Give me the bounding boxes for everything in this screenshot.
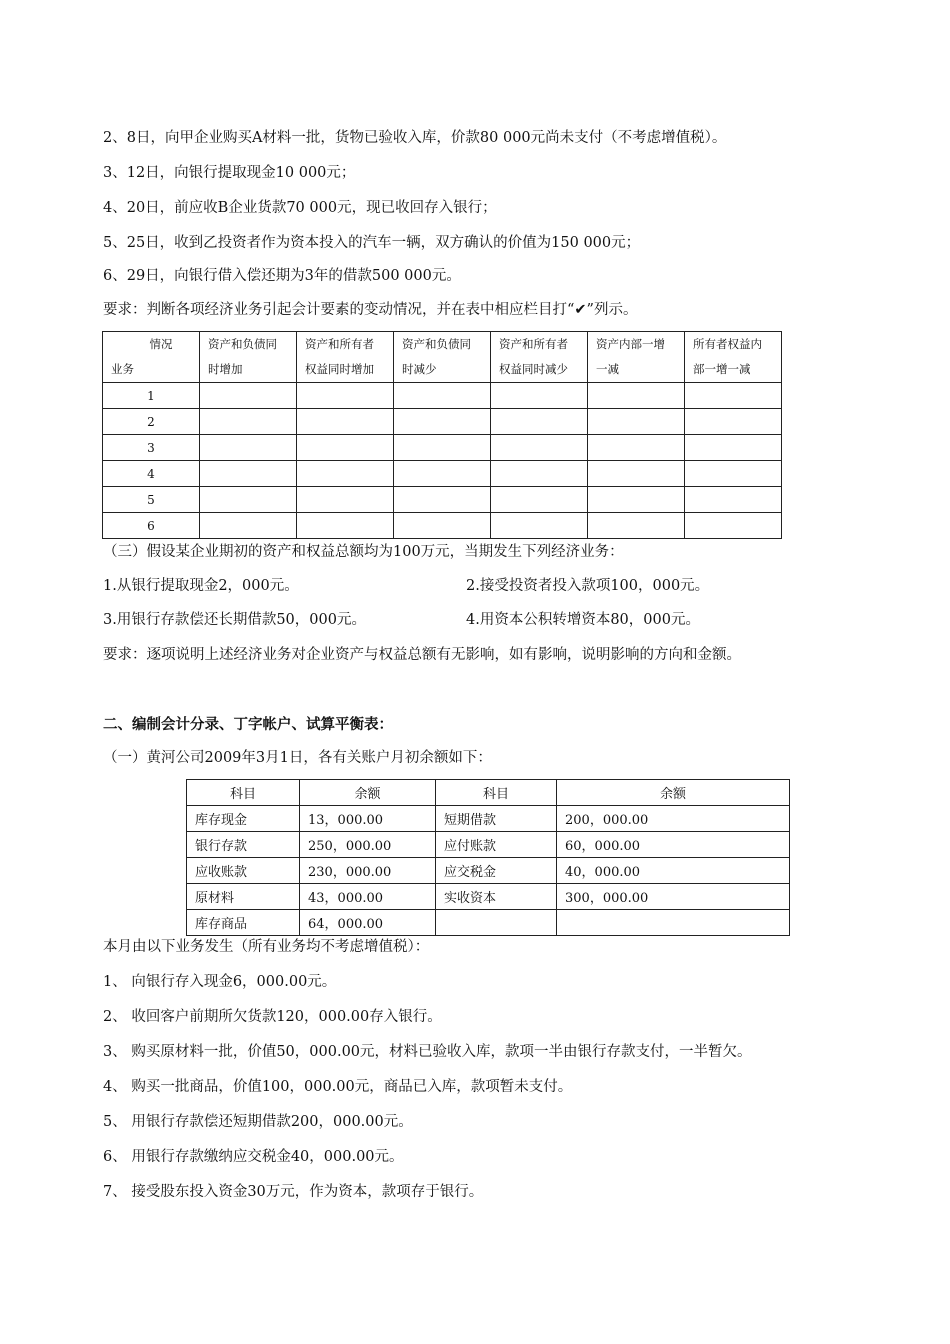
table-row: 5 [103,487,782,513]
opening-balance-table [186,779,790,936]
table-row: 4 [103,461,782,487]
part1-requirement: 要求：判断各项经济业务引起会计要素的变动情况，并在表中相应栏目打“✔”列示。 [103,302,638,318]
business-item-6: 6、29日，向银行借入偿还期为3年的借款500 000元。 [103,268,461,284]
column-header: 资产和所有者 权益同时减少 [491,332,588,383]
part3-item-2: 2.接受投资者投入款项100，000元。 [466,578,710,594]
section2-intro: （一）黄河公司2009年3月1日，各有关账户月初余额如下： [103,750,492,766]
table-row: 库存现金 13，000.00 短期借款 200，000.00 [187,806,790,832]
monthly-item: 5、 用银行存款偿还短期借款200，000.00元。 [103,1114,413,1130]
monthly-item: 4、 购买一批商品，价值100，000.00元，商品已入库，款项暂未支付。 [103,1079,573,1095]
section-heading: 二、编制会计分录、丁字帐户、试算平衡表： [103,716,393,733]
monthly-item: 3、 购买原材料一批，价值50，000.00元，材料已验收入库，款项一半由银行存款支付，一半暂欠。 [103,1044,752,1060]
column-header: 资产和负债同 时增加 [200,332,297,383]
corner-cell [103,332,200,383]
corner-bottom-label: 业务 [111,362,134,376]
part3-item-3: 3.用银行存款偿还长期借款50，000元。 [103,612,366,628]
part3-item-1: 1.从银行提取现金2，000元。 [103,578,299,594]
corner-top-label: 情况 [149,337,173,351]
business-item-5: 5、25日，收到乙投资者作为资本投入的汽车一辆，双方确认的价值为150 000元； [103,235,641,251]
part3-requirement: 要求：逐项说明上述经济业务对企业资产与权益总额有无影响，如有影响，说明影响的方向和金额。 [103,647,741,663]
element-change-table [102,331,782,539]
table-row: 原材料 43，000.00 实收资本 300，000.00 [187,884,790,910]
monthly-item: 2、 收回客户前期所欠货款120，000.00存入银行。 [103,1009,442,1025]
table-row: 2 [103,409,782,435]
business-item-2: 2、8日，向甲企业购买A材料一批，货物已验收入库，价款80 000元尚未支付（不考虑增值税）。 [103,130,727,146]
table-header-row: 科目 余额 科目 余额 [187,780,790,806]
part3-item-4: 4.用资本公积转增资本80，000元。 [466,612,700,628]
column-header: 资产和负债同 时减少 [394,332,491,383]
table-row: 1 [103,383,782,409]
column-header: 资产和所有者 权益同时增加 [297,332,394,383]
table-row: 3 [103,435,782,461]
monthly-item: 6、 用银行存款缴纳应交税金40，000.00元。 [103,1149,404,1165]
table-header-row [103,332,782,383]
column-header: 资产内部一增 一减 [588,332,685,383]
part3-intro: （三）假设某企业期初的资产和权益总额均为100万元，当期发生下列经济业务： [103,544,624,560]
business-item-3: 3、12日，向银行提取现金10 000元； [103,165,356,181]
monthly-item: 7、 接受股东投入资金30万元，作为资本，款项存于银行。 [103,1184,484,1200]
table-row: 6 [103,513,782,539]
column-header: 所有者权益内 部一增一减 [685,332,782,383]
table-row: 应收账款 230，000.00 应交税金 40，000.00 [187,858,790,884]
monthly-item: 1、 向银行存入现金6，000.00元。 [103,974,337,990]
business-intro: 本月由以下业务发生（所有业务均不考虑增值税）： [103,939,430,955]
table-row: 库存商品 64，000.00 [187,910,790,936]
business-item-4: 4、20日，前应收B企业货款70 000元，现已收回存入银行； [103,200,497,216]
table-row: 银行存款 250，000.00 应付账款 60，000.00 [187,832,790,858]
